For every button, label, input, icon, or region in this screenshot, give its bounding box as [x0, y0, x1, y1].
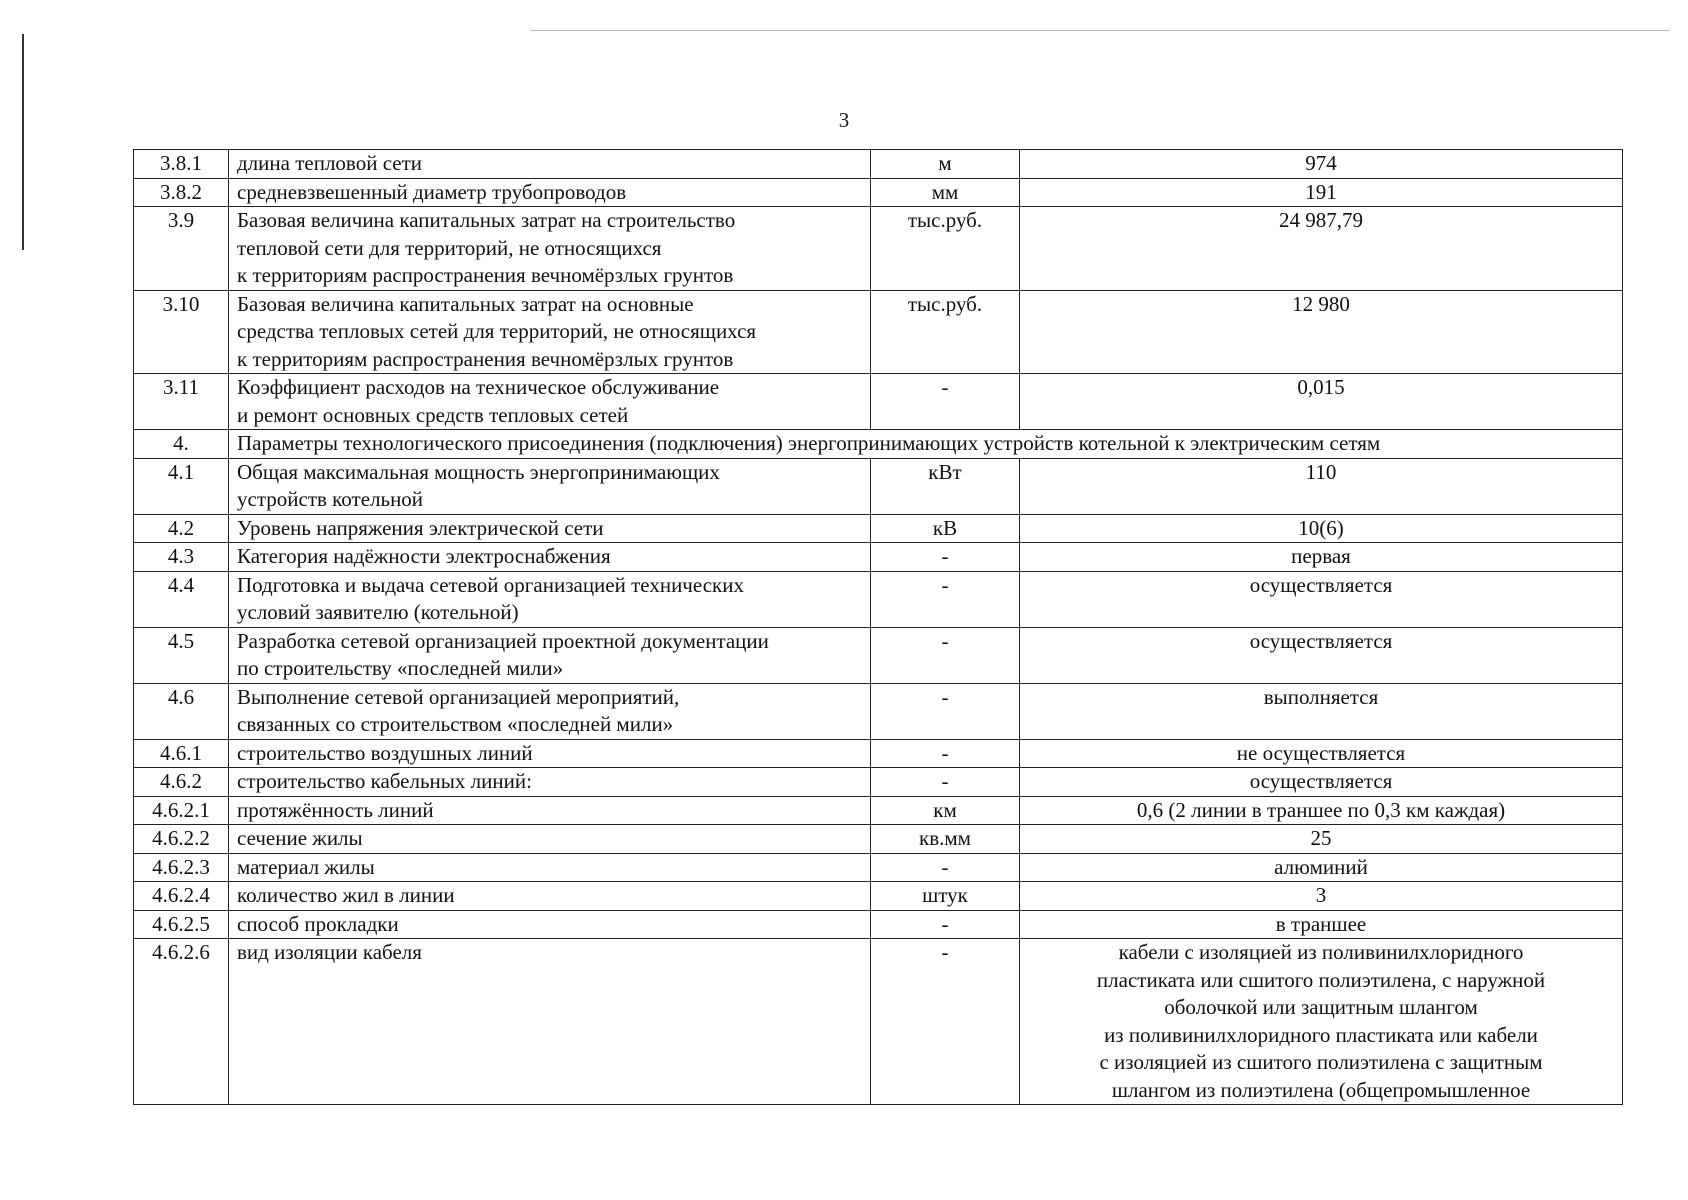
parameter-name: количество жил в линии: [229, 882, 871, 911]
spec-table: [133, 149, 1623, 1105]
table-row: [134, 939, 1623, 1105]
row-number: 4.6: [134, 683, 229, 739]
parameter-name: Выполнение сетевой организацией мероприятий, связанных со строительством «последней мили»: [229, 683, 871, 739]
table-row: [134, 683, 1623, 739]
table-row: [134, 150, 1623, 179]
row-number: 4.2: [134, 514, 229, 543]
unit-of-measure: -: [871, 739, 1020, 768]
parameter-value: в траншее: [1020, 910, 1623, 939]
table-row: [134, 458, 1623, 514]
parameter-value: выполняется: [1020, 683, 1623, 739]
unit-of-measure: -: [871, 627, 1020, 683]
row-number: 4.6.1: [134, 739, 229, 768]
row-number: 4.4: [134, 571, 229, 627]
row-number: 4.6.2: [134, 768, 229, 797]
parameter-name: Категория надёжности электроснабжения: [229, 543, 871, 572]
parameter-name: Общая максимальная мощность энергопринимающих устройств котельной: [229, 458, 871, 514]
scan-edge-line: [530, 30, 1670, 31]
row-number: 4.5: [134, 627, 229, 683]
unit-of-measure: -: [871, 571, 1020, 627]
row-number: 4.6.2.5: [134, 910, 229, 939]
unit-of-measure: -: [871, 853, 1020, 882]
unit-of-measure: м: [871, 150, 1020, 179]
section-row: [134, 430, 1623, 459]
table-row: [134, 290, 1623, 374]
parameter-value: 25: [1020, 825, 1623, 854]
unit-of-measure: -: [871, 910, 1020, 939]
table-row: [134, 796, 1623, 825]
unit-of-measure: штук: [871, 882, 1020, 911]
parameter-value: 0,015: [1020, 374, 1623, 430]
parameter-value: 974: [1020, 150, 1623, 179]
unit-of-measure: -: [871, 543, 1020, 572]
parameter-name: средневзвешенный диаметр трубопроводов: [229, 178, 871, 207]
parameter-value: не осуществляется: [1020, 739, 1623, 768]
unit-of-measure: км: [871, 796, 1020, 825]
parameter-name: Базовая величина капитальных затрат на строительство тепловой сети для территорий, не относящихся к территориям распространения вечномёрзлых грунтов: [229, 207, 871, 291]
unit-of-measure: тыс.руб.: [871, 290, 1020, 374]
parameter-name: строительство воздушных линий: [229, 739, 871, 768]
parameter-name: Коэффициент расходов на техническое обслуживание и ремонт основных средств тепловых сетей: [229, 374, 871, 430]
table-row: [134, 543, 1623, 572]
row-number: 4.6.2.3: [134, 853, 229, 882]
unit-of-measure: кВт: [871, 458, 1020, 514]
table-row: [134, 627, 1623, 683]
table-row: [134, 207, 1623, 291]
parameter-value: 10(6): [1020, 514, 1623, 543]
table-row: [134, 514, 1623, 543]
parameter-name: вид изоляции кабеля: [229, 939, 871, 1105]
table-row: [134, 374, 1623, 430]
table-row: [134, 571, 1623, 627]
parameter-name: длина тепловой сети: [229, 150, 871, 179]
unit-of-measure: -: [871, 768, 1020, 797]
unit-of-measure: мм: [871, 178, 1020, 207]
row-number: 3.9: [134, 207, 229, 291]
section-title: Параметры технологического присоединения (подключения) энергопринимающих устройств котельной к электрическим сетям: [229, 430, 1623, 459]
parameter-name: сечение жилы: [229, 825, 871, 854]
parameter-name: строительство кабельных линий:: [229, 768, 871, 797]
parameter-name: Уровень напряжения электрической сети: [229, 514, 871, 543]
parameter-value: осуществляется: [1020, 768, 1623, 797]
parameter-name: протяжённость линий: [229, 796, 871, 825]
row-number: 3.8.2: [134, 178, 229, 207]
parameter-name: Подготовка и выдача сетевой организацией технических условий заявителю (котельной): [229, 571, 871, 627]
row-number: 4.6.2.1: [134, 796, 229, 825]
parameter-value: 110: [1020, 458, 1623, 514]
unit-of-measure: -: [871, 374, 1020, 430]
row-number: 4.6.2.4: [134, 882, 229, 911]
page-number: 3: [838, 108, 850, 132]
parameter-name: Разработка сетевой организацией проектной документации по строительству «последней мили»: [229, 627, 871, 683]
parameter-value: осуществляется: [1020, 627, 1623, 683]
row-number: 3.11: [134, 374, 229, 430]
table-row: [134, 178, 1623, 207]
table-row: [134, 882, 1623, 911]
parameter-value: 12 980: [1020, 290, 1623, 374]
row-number: 4.3: [134, 543, 229, 572]
parameter-value: алюминий: [1020, 853, 1623, 882]
row-number: 3.8.1: [134, 150, 229, 179]
table-row: [134, 853, 1623, 882]
margin-rule: [22, 34, 24, 250]
row-number: 4.6.2.6: [134, 939, 229, 1105]
parameter-value: 24 987,79: [1020, 207, 1623, 291]
unit-of-measure: -: [871, 683, 1020, 739]
unit-of-measure: -: [871, 939, 1020, 1105]
unit-of-measure: тыс.руб.: [871, 207, 1020, 291]
table-row: [134, 739, 1623, 768]
parameter-name: материал жилы: [229, 853, 871, 882]
parameter-value: 3: [1020, 882, 1623, 911]
parameter-value: кабели с изоляцией из поливинилхлоридного пластиката или сшитого полиэтилена, с наружной оболочкой или защитным шлангом из поливинилхлоридного пластиката или кабели с изоляцией из сшитого полиэтилена с защитным шлангом из полиэтилена (общепромышленное: [1020, 939, 1623, 1105]
unit-of-measure: кв.мм: [871, 825, 1020, 854]
parameter-name: Базовая величина капитальных затрат на основные средства тепловых сетей для территорий, не относящихся к территориям распространения вечномёрзлых грунтов: [229, 290, 871, 374]
row-number: 4.6.2.2: [134, 825, 229, 854]
parameter-name: способ прокладки: [229, 910, 871, 939]
table-row: [134, 768, 1623, 797]
spec-table-body: [134, 150, 1623, 1105]
unit-of-measure: кВ: [871, 514, 1020, 543]
parameter-value: осуществляется: [1020, 571, 1623, 627]
row-number: 3.10: [134, 290, 229, 374]
row-number: 4.1: [134, 458, 229, 514]
row-number: 4.: [134, 430, 229, 459]
table-row: [134, 910, 1623, 939]
table-row: [134, 825, 1623, 854]
parameter-value: 191: [1020, 178, 1623, 207]
parameter-value: 0,6 (2 линии в траншее по 0,3 км каждая): [1020, 796, 1623, 825]
parameter-value: первая: [1020, 543, 1623, 572]
